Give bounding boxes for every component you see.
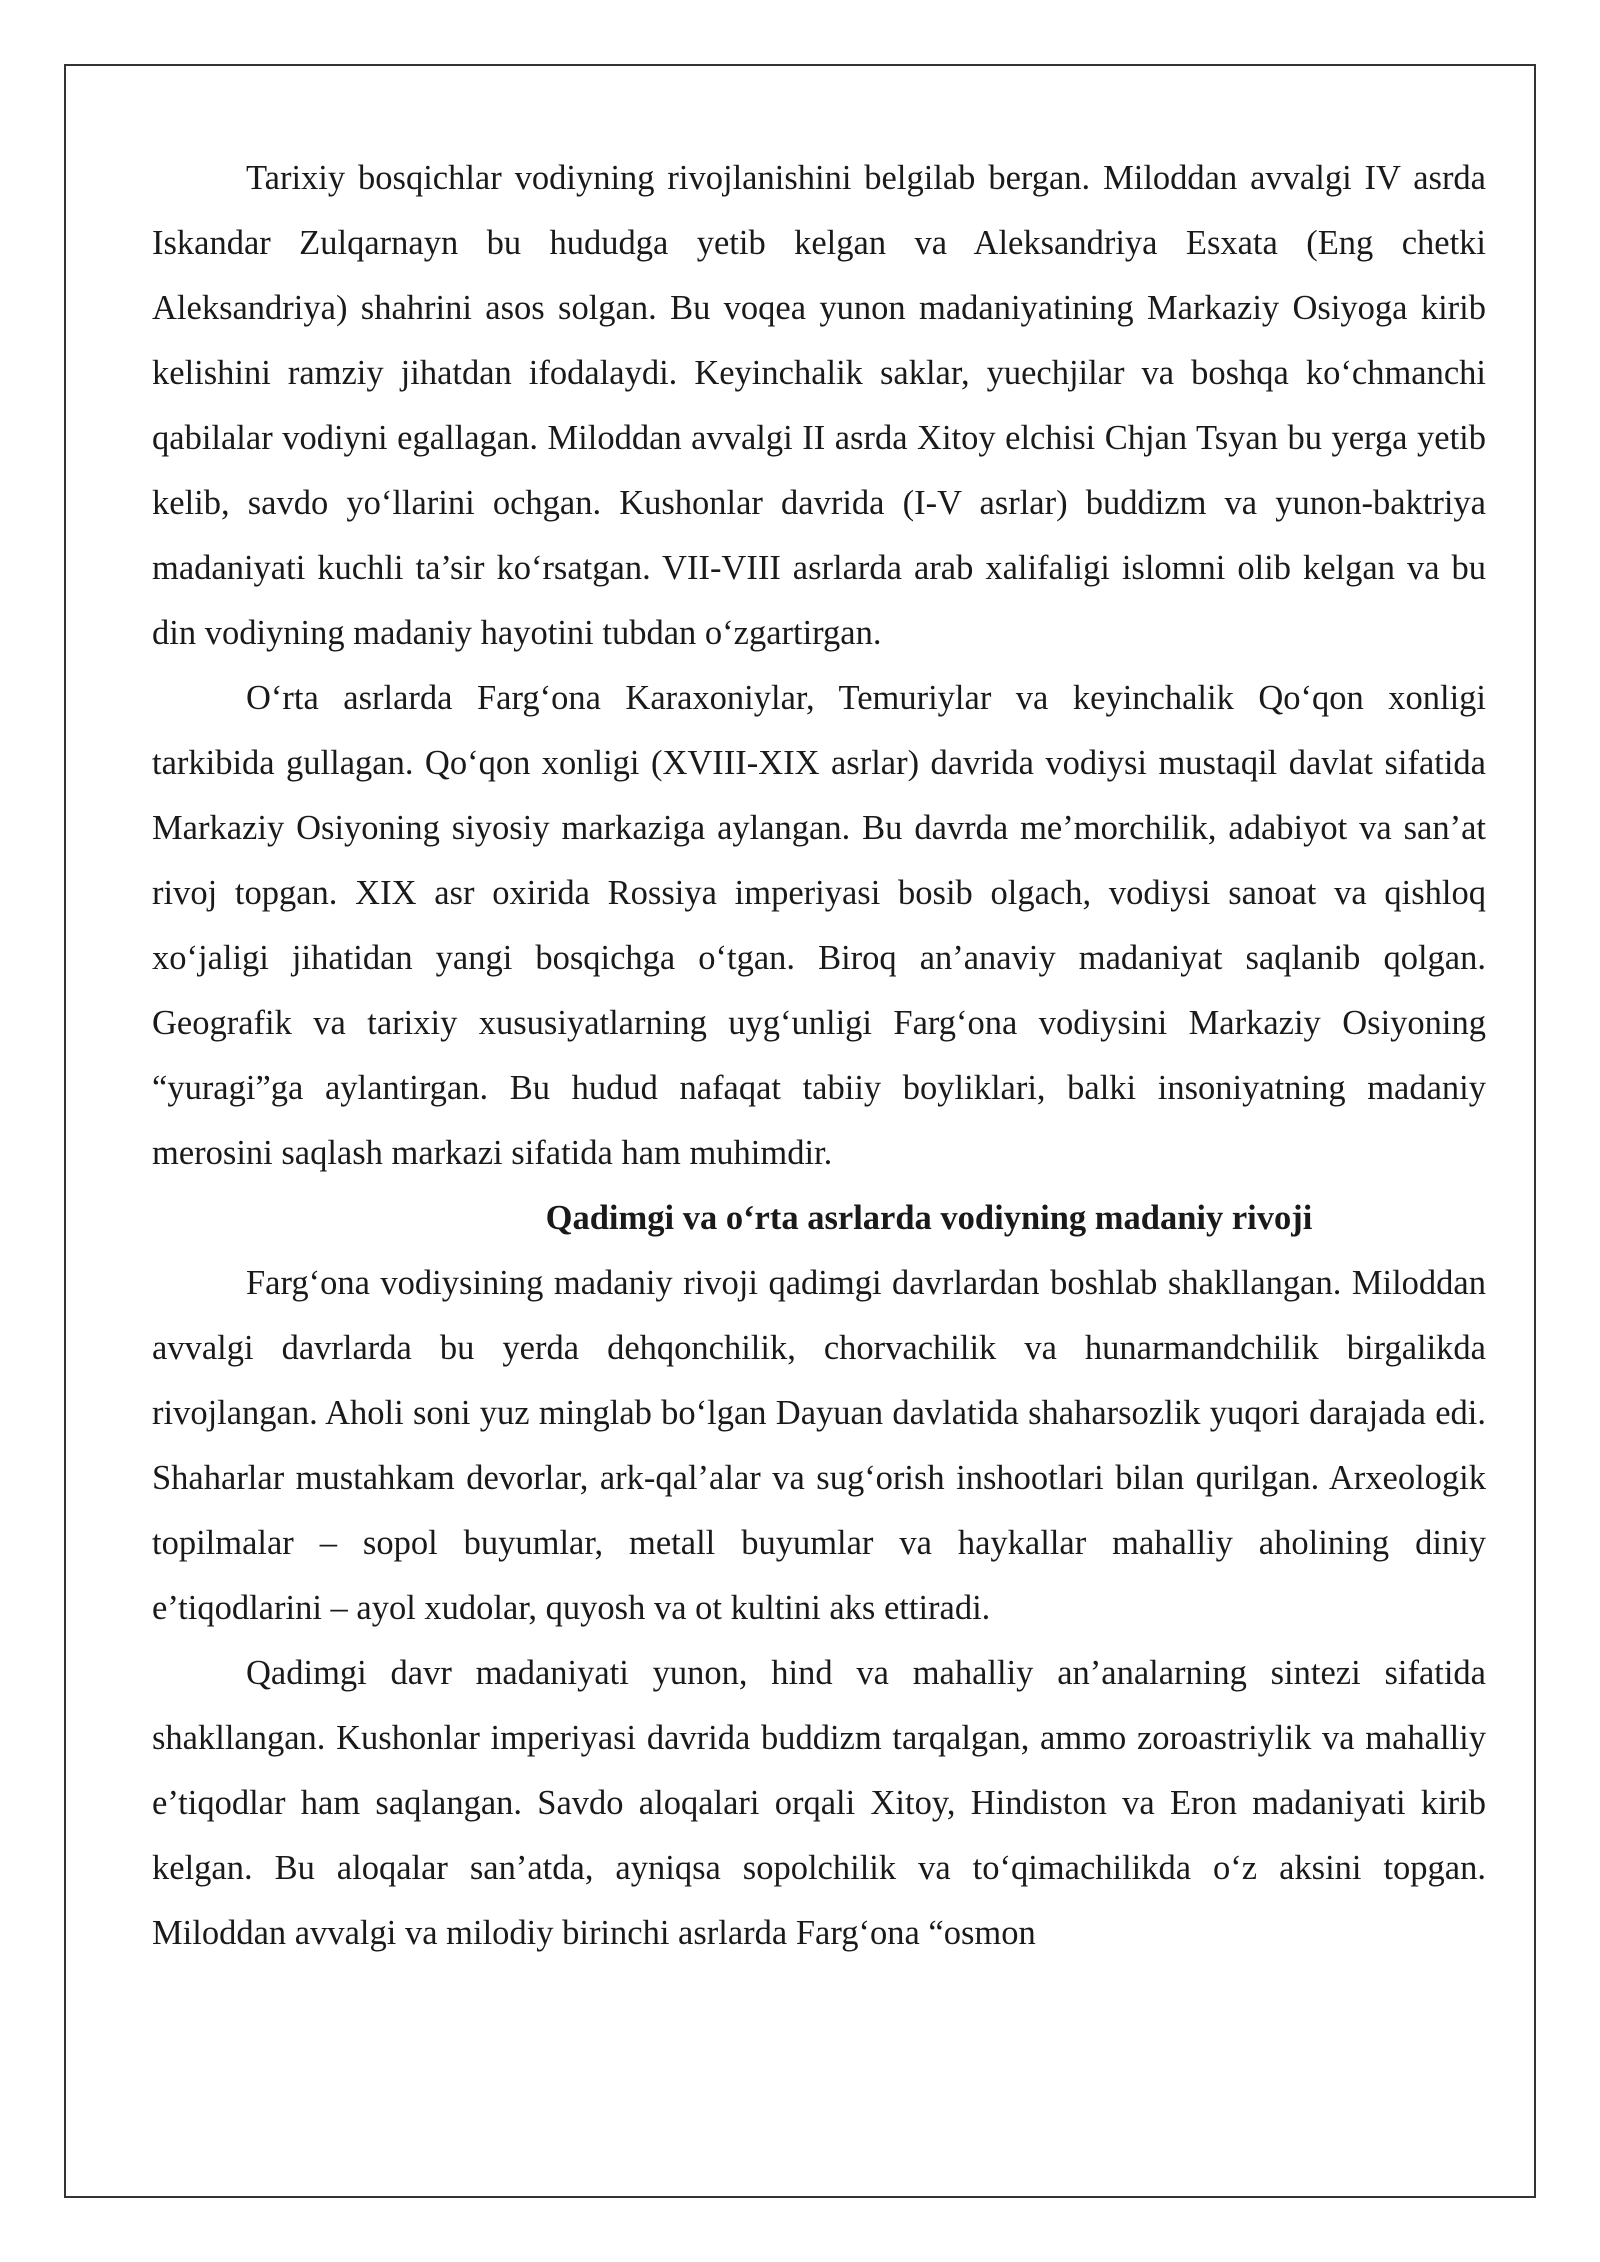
paragraph-ancient-culture: Qadimgi davr madaniyati yunon, hind va mahalliy an’analarning sintezi sifatida shakllangan. Kushonlar imperiyasi davrida buddizm tarqalgan, ammo zoroastriylik va mahalliy e’tiqodlar ham saqlangan. Savdo aloqalari orqali Xitoy, Hindiston va Eron madaniyati kirib kelgan. Bu aloqalar san’atda, ayniqsa sopolchilik va toʻqimachilikda oʻz aksini topgan. Miloddan avvalgi va milodiy birinchi asrlarda Fargʻona “osmon <box>152 1654 1486 1952</box>
document-body <box>152 146 1486 1966</box>
paragraph-cultural-development: Fargʻona vodiysining madaniy rivoji qadimgi davrlardan boshlab shakllangan. Miloddan avvalgi davrlarda bu yerda dehqonchilik, chorvachilik va hunarmandchilik birgalikda rivojlangan. Aholi soni yuz minglab boʻlgan Dayuan davlatida shaharsozlik yuqori darajada edi. Shaharlar mustahkam devorlar, ark-qal’alar va sugʻorish inshootlari bilan qurilgan. Arxeologik topilmalar – sopol buyumlar, metall buyumlar va haykallar mahalliy aholining diniy e’tiqodlarini – ayol xudolar, quyosh va ot kultini aks ettiradi. <box>152 1264 1486 1627</box>
paragraph-middle-ages: Oʻrta asrlarda Fargʻona Karaxoniylar, Temuriylar va keyinchalik Qoʻqon xonligi tarkibida gullagan. Qoʻqon xonligi (XVIII-XIX asrlar) davrida vodiysi mustaqil davlat sifatida Markaziy Osiyoning siyosiy markaziga aylangan. Bu davrda me’morchilik, adabiyot va san’at rivoj topgan. XIX asr oxirida Rossiya imperiyasi bosib olgach, vodiysi sanoat va qishloq xoʻjaligi jihatidan yangi bosqichga oʻtgan. Biroq an’anaviy madaniyat saqlanib qolgan. Geografik va tarixiy xususiyatlarning uygʻunligi Fargʻona vodiysini Markaziy Osiyoning “yuragi”ga aylantirgan. Bu hudud nafaqat tabiiy boyliklari, balki insoniyatning madaniy merosini saqlash markazi sifatida ham muhimdir. <box>152 679 1486 1172</box>
section-heading: Qadimgi va oʻrta asrlarda vodiyning madaniy rivoji <box>545 1199 1313 1237</box>
paragraph-historical-stages: Tarixiy bosqichlar vodiyning rivojlanishini belgilab bergan. Miloddan avvalgi IV asrda Iskandar Zulqarnayn bu hududga yetib kelgan va Aleksandriya Esxata (Eng chetki Aleksandriya) shahrini asos solgan. Bu voqea yunon madaniyatining Markaziy Osiyoga kirib kelishini ramziy jihatdan ifodalaydi. Keyinchalik saklar, yuechjilar va boshqa koʻchmanchi qabilalar vodiyni egallagan. Miloddan avvalgi II asrda Xitoy elchisi Chjan Tsyan bu yerga yetib kelib, savdo yoʻllarini ochgan. Kushonlar davrida (I-V asrlar) buddizm va yunon-baktriya madaniyati kuchli ta’sir koʻrsatgan. VII-VIII asrlarda arab xalifaligi islomni olib kelgan va bu din vodiyning madaniy hayotini tubdan oʻzgartirgan. <box>152 159 1486 652</box>
